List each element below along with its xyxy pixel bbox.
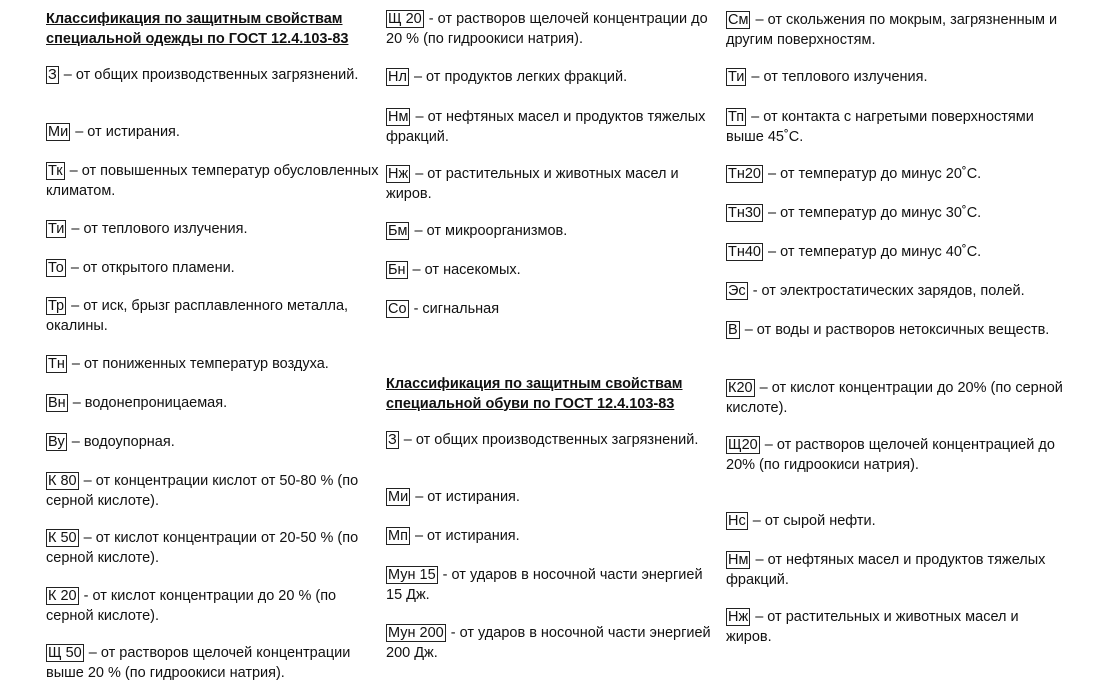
item-description: - от кислот концентрации до 20 % (по серной кислоте). (46, 588, 337, 624)
code-badge: Щ 20 (388, 11, 422, 27)
code-badge: Ти (728, 69, 745, 85)
code-badge: К20 (728, 380, 753, 396)
item-description: – от открытого пламени. (66, 260, 235, 276)
item-description: - сигнальная (409, 301, 500, 317)
list-item (726, 204, 981, 224)
code-badge: Тн30 (728, 205, 761, 221)
list-item (726, 379, 1066, 418)
item-description: – от скольжения по мокрым, загрязненным и другим поверхностям. (726, 12, 1058, 48)
item-description: – от теплового излучения. (747, 69, 928, 85)
list-item (386, 300, 499, 320)
item-description: – от концентрации кислот от 50-80 % (по серной кислоте). (46, 473, 359, 509)
list-item (46, 644, 382, 683)
list-item (726, 243, 981, 263)
list-item (46, 587, 382, 626)
item-description: – от сырой нефти. (748, 513, 876, 529)
item-description: – от истирания. (71, 124, 180, 140)
list-item (386, 566, 722, 605)
item-description: – от общих производственных загрязнений. (399, 432, 699, 448)
item-description: - от ударов в носочной части энергией 15 Дж. (386, 567, 703, 603)
code-badge: Тн (48, 356, 65, 372)
item-description: – от температур до минус 30˚С. (764, 205, 982, 221)
list-item (46, 394, 227, 414)
code-badge: Щ20 (728, 437, 758, 453)
code-badge: Нж (728, 609, 749, 625)
code-badge: Бм (388, 223, 408, 239)
item-description: – от кислот концентрации от 20-50 % (по серной кислоте). (46, 530, 359, 566)
item-description: – от растворов щелочей концентрацией до 20% (по гидроокиси натрия). (726, 437, 1055, 473)
code-badge: З (48, 67, 57, 83)
code-badge: Тр (48, 298, 65, 314)
code-badge: Тн40 (728, 244, 761, 260)
list-item (726, 321, 1049, 341)
list-item (726, 108, 1066, 147)
list-item (726, 436, 1066, 475)
code-badge: Нж (388, 166, 409, 182)
code-badge: Нс (728, 513, 746, 529)
list-item (726, 68, 928, 88)
code-badge: Ми (388, 489, 409, 505)
list-item (726, 608, 1066, 647)
code-badge: Ву (48, 434, 65, 450)
item-description: – от насекомых. (408, 262, 521, 278)
item-description: – от продуктов легких фракций. (409, 69, 628, 85)
code-badge: См (728, 12, 749, 28)
list-item (726, 512, 876, 532)
code-badge: Вн (48, 395, 66, 411)
item-description: - от ударов в носочной части энергией 200 Дж. (386, 625, 711, 661)
list-item (46, 433, 175, 453)
list-item (46, 162, 382, 201)
code-badge: Мун 15 (388, 567, 436, 583)
item-description: – от кислот концентрации до 20% (по серной кислоте). (726, 380, 1063, 416)
list-item (386, 165, 722, 204)
list-item (726, 11, 1066, 50)
item-description: – от нефтяных масел и продуктов тяжелых фракций. (386, 109, 706, 145)
item-description: – от истирания. (411, 489, 520, 505)
item-description: – от растительных и животных масел и жиров. (726, 609, 1019, 645)
code-badge: Со (388, 301, 407, 317)
code-badge: Ти (48, 221, 65, 237)
item-description: – от растворов щелочей концентрации выше 20 % (по гидроокиси натрия). (46, 645, 351, 681)
item-description: – от истирания. (410, 528, 520, 544)
list-item (386, 624, 722, 663)
code-badge: Тн20 (728, 166, 761, 182)
item-description: – от общих производственных загрязнений. (59, 67, 359, 83)
list-item (46, 66, 358, 86)
item-description: – от температур до минус 40˚С. (764, 244, 982, 260)
item-description: – от растительных и животных масел и жиров. (386, 166, 679, 202)
code-badge: Нл (388, 69, 407, 85)
code-badge: Щ 50 (48, 645, 82, 661)
item-description: - от электростатических зарядов, полей. (748, 283, 1025, 299)
item-description: – от температур до минус 20˚С. (764, 166, 982, 182)
footwear-heading: Классификация по защитным свойствам специальной обуви по ГОСТ 12.4.103-83 (386, 376, 683, 412)
list-item (46, 123, 180, 143)
item-description: – от повышенных температур обусловленных климатом. (46, 163, 379, 199)
code-badge: К 50 (48, 530, 77, 546)
list-item (46, 297, 382, 336)
list-item (46, 259, 235, 279)
list-item (726, 282, 1025, 302)
item-description: – от иск, брызг расплавленного металла, окалины. (46, 298, 349, 334)
code-badge: Тп (728, 109, 745, 125)
item-description: – от нефтяных масел и продуктов тяжелых фракций. (726, 552, 1046, 588)
list-item (386, 10, 722, 49)
clothing-heading: Классификация по защитным свойствам специальной одежды по ГОСТ 12.4.103-83 (46, 11, 349, 47)
code-badge: Тк (48, 163, 63, 179)
list-item (46, 355, 329, 375)
code-badge: Мп (388, 528, 408, 544)
item-description: – от микроорганизмов. (410, 223, 568, 239)
list-item (46, 220, 248, 240)
list-item (46, 472, 382, 511)
code-badge: Эс (728, 283, 746, 299)
item-description: – от теплового излучения. (67, 221, 248, 237)
code-badge: Мун 200 (388, 625, 444, 641)
code-badge: З (388, 432, 397, 448)
item-description: – от воды и растворов нетоксичных веществ. (740, 322, 1050, 338)
code-badge: То (48, 260, 64, 276)
list-item (386, 222, 567, 242)
list-item (386, 527, 520, 547)
code-badge: Нм (728, 552, 749, 568)
list-item (726, 165, 981, 185)
list-item (386, 261, 521, 281)
item-description: – от контакта с нагретыми поверхностями выше 45˚С. (726, 109, 1034, 145)
item-description: – от пониженных температур воздуха. (67, 356, 329, 372)
code-badge: К 80 (48, 473, 77, 489)
item-description: – водоупорная. (67, 434, 175, 450)
list-item (386, 488, 520, 508)
list-item (386, 108, 722, 147)
code-badge: В (728, 322, 738, 338)
item-description: – водонепроницаемая. (68, 395, 228, 411)
list-item (386, 68, 627, 88)
list-item (46, 529, 382, 568)
code-badge: К 20 (48, 588, 77, 604)
code-badge: Ми (48, 124, 69, 140)
list-item (386, 431, 698, 451)
item-description: - от растворов щелочей концентрации до 20 % (по гидроокиси натрия). (386, 11, 708, 47)
code-badge: Бн (388, 262, 406, 278)
list-item (726, 551, 1066, 590)
code-badge: Нм (388, 109, 409, 125)
